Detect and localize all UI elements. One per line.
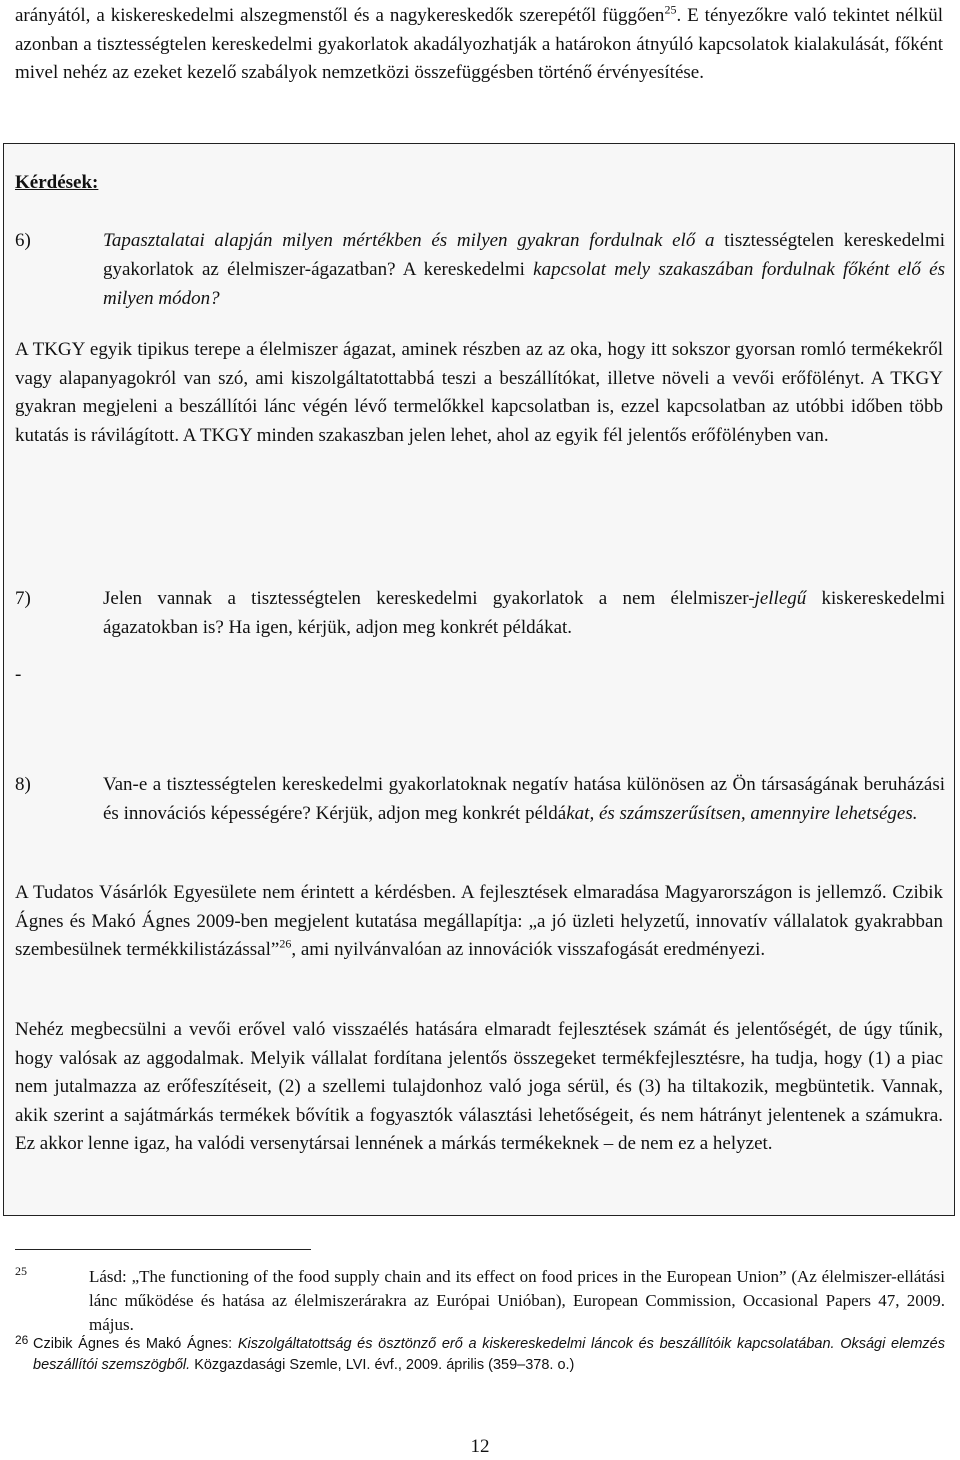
question-number: 6)	[15, 230, 31, 251]
footnote-text: Lásd: „The functioning of the food supply chain and its effect on food prices in the European Union” (Az élelmiszer-ellátási lánc működése és hatása az élelmiszerárakra az Európai Unióban), European Commission, Occasional Papers 47, 2009. május.	[89, 1267, 945, 1334]
answer-8-paragraph-1	[15, 879, 943, 965]
question-text	[103, 226, 945, 313]
footnote-26-title: Kiszolgáltatottság és ösztönző erő a kiskereskedelmi láncok és beszállítóik kapcsolatában. Oksági elemzés beszállítói szemszögből.	[33, 1336, 945, 1373]
question-number: 8)	[15, 774, 31, 795]
footnote-number: 26	[15, 1333, 29, 1347]
question-8-plain: Van-e a tisztességtelen kereskedelmi gyakorlatoknak negatív hatása különösen az Ön társaságának beruházási és innovációs képességére? Kérjük, adjon meg konkrét példá	[103, 774, 945, 824]
intro-text: arányától, a kiskereskedelmi alszegmenstől és a nagykereskedők szerepétől függően	[15, 5, 665, 26]
question-number: 7)	[15, 588, 31, 609]
question-text	[103, 770, 945, 828]
answer-8-text-cont: , ami nyilvánvalóan az innovációk visszafogását eredményezi.	[291, 939, 766, 960]
page-number: 12	[470, 1436, 490, 1457]
footnote-26-authors: Czibik Ágnes és Makó Ágnes:	[33, 1336, 238, 1352]
question-6-italic2: kapcsolat mely szakaszában fordulnak főként elő és milyen módon?	[103, 259, 945, 309]
question-text	[103, 584, 945, 642]
answer-8-text: A Tudatos Vásárlók Egyesülete nem érintett a kérdésben. A fejlesztések elmaradása Magyarországon is jellemző. Czibik Ágnes és Makó Ágnes 2009-ben megjelent kutatása megállapítja: „a jó üzleti helyzetű, innovatív vállalatok gyakrabban szembesülnek termékkilistázással”	[15, 882, 943, 960]
intro-text-cont: . E tényezőkre való tekintet nélkül azonban a tisztességtelen kereskedelmi gyakorlatok akadályozhatják a határokon átnyúló kapcsolatok kialakulását, főként mivel nehéz az ezeket kezelő szabályok nemzetközi összefüggésben történő érvényesítése.	[15, 5, 943, 83]
question-7	[15, 584, 945, 642]
answer-6: A TKGY egyik tipikus terepe a élelmiszer ágazat, aminek részben az az oka, hogy itt sokszor gyorsan romló termékekről vagy alapanyagokról van szó, ami kiszolgáltatottabbá teszi a beszállítókat, illetve növeli a vevői erőfölényt. A TKGY gyakran megjeleni a beszállítói lánc végén lévő termelőkkel kapcsolatban is, ezzel kapcsolatban az utóbbi időben több kutatás is rávilágított. A TKGY minden szakaszban jelen lehet, ahol az egyik fél jelentős erőfölényben van.	[15, 339, 943, 446]
question-7-italic: jellegű	[754, 588, 807, 609]
footnote-text	[33, 1334, 945, 1376]
intro-paragraph	[15, 2, 943, 88]
answer-8-paragraph-2: Nehéz megbecsülni a vevői erővel való visszaélés hatására elmaradt fejlesztések számát és jelentőségét, de úgy tűnik, hogy valósak az aggodalmak. Melyik vállalat fordítana jelentős összegeket termékfejlesztésre, ha tudja, hogy (1) a piac nem jutalmazza az erőfeszítéseit, (2) a szellemi tulajdonhoz való joga sérül, és (3) ha tiltakozik, megbüntetik. Vannak, akik szerint a sajátmárkás termékek bővítik a fogyasztók választási lehetőségeit, és nem hátrányt jelentenek a számukra. Ez akkor lenne igaz, ha valódi versenytársai lennének a márkás termékeknek – de nem ez a helyzet.	[15, 1019, 943, 1154]
footnote-ref-25[interactable]: 25	[664, 2, 677, 17]
question-8-italic: kat, és számszerűsítsen, amennyire lehetséges.	[566, 803, 918, 824]
question-8	[15, 770, 945, 828]
question-7-rest: kiskereskedelmi ágazatokban is? Ha igen, kérjük, adjon meg konkrét példákat.	[103, 588, 945, 638]
footnote-26-rest: Közgazdasági Szemle, LVI. évf., 2009. április (359–378. o.)	[190, 1357, 575, 1373]
footnote-25	[15, 1265, 945, 1337]
footnote-number: 25	[15, 1264, 27, 1278]
answer-7: -	[15, 664, 22, 685]
footnote-26	[15, 1334, 945, 1376]
questions-heading: Kérdések:	[15, 172, 99, 193]
question-7-plain: Jelen vannak a tisztességtelen kereskedelmi gyakorlatok a nem élelmiszer-	[103, 588, 755, 609]
footnote-ref-26[interactable]: 26	[279, 936, 292, 951]
question-6-italic: Tapasztalatai alapján milyen mértékben és milyen gyakran fordulnak elő a	[103, 230, 715, 251]
footnote-divider	[15, 1249, 311, 1250]
question-6	[15, 226, 945, 313]
question-6-plain: tisztességtelen kereskedelmi gyakorlatok az élelmiszer-ágazatban? A kereskedelmi	[103, 230, 946, 280]
